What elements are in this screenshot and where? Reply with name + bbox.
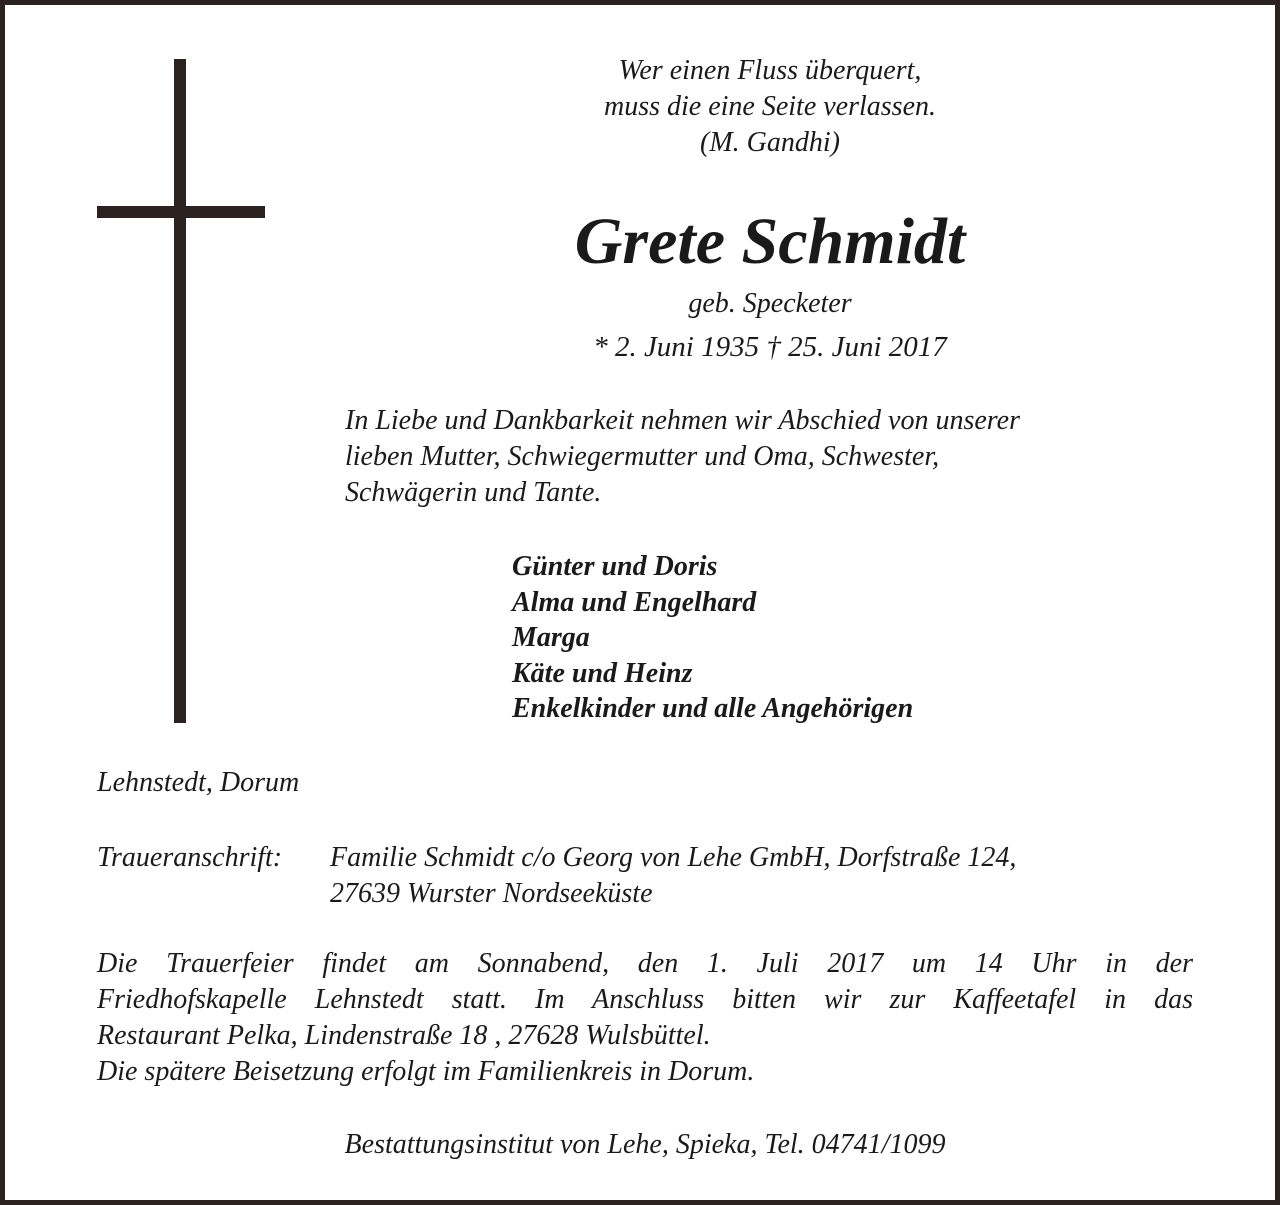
tribute-line: lieben Mutter, Schwiegermutter und Oma, Schwester,: [345, 441, 940, 472]
mourner-item: Günter und Doris: [512, 551, 718, 582]
tribute-text: [345, 403, 1225, 511]
address-label: Traueranschrift:: [97, 842, 283, 873]
mourner-item: Marga: [512, 622, 590, 653]
birth-name: geb. Specketer: [688, 288, 852, 319]
address: [330, 840, 1230, 912]
ceremony-line: Die spätere Beisetzung erfolgt im Familienkreis in Dorum.: [97, 1056, 755, 1087]
funeral-home: Bestattungsinstitut von Lehe, Spieka, Tel. 04741/1099: [344, 1129, 946, 1160]
address-line: 27639 Wurster Nordseeküste: [330, 878, 653, 909]
deceased-name: Grete Schmidt: [574, 205, 966, 278]
ceremony-line: Restaurant Pelka, Lindenstraße 18 , 27628 Wulsbüttel.: [97, 1020, 711, 1051]
life-dates: * 2. Juni 1935 † 25. Juni 2017: [593, 331, 947, 363]
address-line: Familie Schmidt c/o Georg von Lehe GmbH, Dorfstraße 124,: [330, 842, 1017, 873]
mourner-item: Enkelkinder und alle Angehörigen: [512, 693, 914, 724]
ceremony-info: [97, 946, 1193, 1090]
quote-author: (M. Gandhi): [700, 127, 840, 158]
mourner-item: Käte und Heinz: [512, 657, 693, 689]
quote: [475, 53, 1065, 161]
tribute-line: Schwägerin und Tante.: [345, 477, 602, 508]
tribute-line: In Liebe und Dankbarkeit nehmen wir Abschied von unserer: [345, 405, 1020, 436]
cross-horizontal-beam: [97, 206, 265, 218]
quote-line: Wer einen Fluss überquert,: [618, 55, 922, 86]
cross-vertical-beam: [174, 59, 186, 723]
place: Lehnstedt, Dorum: [97, 767, 300, 798]
quote-line: muss die eine Seite verlassen.: [603, 91, 937, 122]
ceremony-line: Die Trauerfeier findet am Sonnabend, den 1. Juli 2017 um 14 Uhr in der: [97, 948, 1193, 979]
ceremony-line: Friedhofskapelle Lehnstedt statt. Im Anschluss bitten wir zur Kaffeetafel in das: [97, 984, 1193, 1015]
mourners-list: [512, 549, 1212, 727]
mourner-item: Alma und Engelhard: [512, 586, 757, 618]
